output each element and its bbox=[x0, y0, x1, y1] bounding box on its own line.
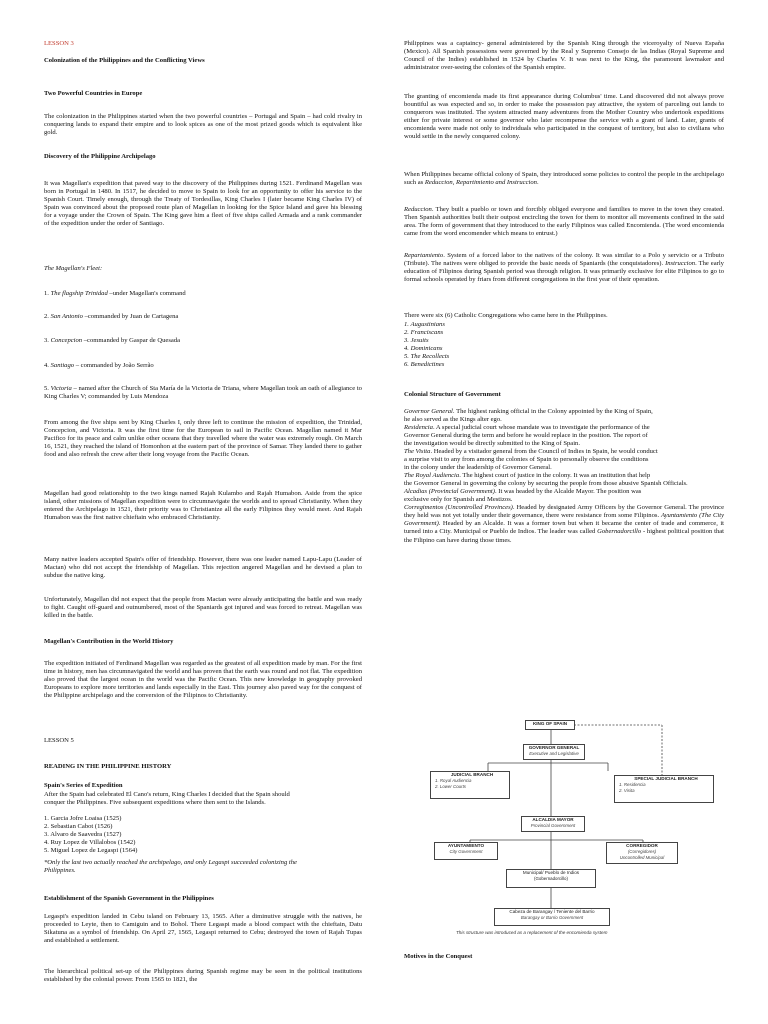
lesson-3-title: Colonization of the Philippines and the Conflicting Views bbox=[44, 57, 205, 64]
org-chart-caption: This structure was introduced as a replacement of the encomienda system bbox=[456, 930, 608, 935]
corregidor-box: CORREGIDOR (Corregidores) Uncontrolled Municipal bbox=[606, 842, 678, 864]
special-judicial-branch-box: SPECIAL JUDICIAL BRANCH 1. Residencia 2. Visita bbox=[614, 775, 714, 803]
alcaldia-mayor-box: ALCALDIA MAYOR Provincial Government bbox=[521, 816, 585, 832]
paragraph-legaspi: Legaspi's expedition landed in Cebu island on February 13, 1565. After a diminutive struggle with the natives, he proceeded to Leyte, then to Camiguin and to Bohol. There Legaspi made a blood compact with the chieftain, Datu Sikatuna as a symbol of friendship. On April 27, 1565, Legaspi returned to Cebu; destroyed the town of Rajah Tupas and established a settlement. bbox=[44, 913, 362, 945]
list-item: 4. Ruy Lopez de Villalobos (1542) bbox=[44, 839, 136, 847]
paragraph-fleet: From among the five ships sent by King Charles I, only three left to continue the mission of expedition, the Trinidad, Concepcion, and Victoria. It was the first time for the European to sail in Pacific Ocean. Magellan named it Mar Pacifico for its peace and calm unlike other oceans that they travelled where the water was extremely rough. On March 16, 1521, they reached the island of Homonhon at the eastern part of the province of Samar. They landed there to gather food and also refresh the crew after their long voyage from the Pacific Ocean. bbox=[44, 419, 362, 459]
fleet-item: 2. San Antonio –commanded by Juan de Cartagena bbox=[44, 313, 179, 320]
org-chart bbox=[428, 718, 718, 936]
series-intro: After the Spain had celebrated El Cano's return, King Charles I decided that the Spain should conquer the Philippines. Five subsequent expeditions where then sent to the Islands. bbox=[44, 791, 290, 807]
heading-series: Spain's Series of Expedition bbox=[44, 782, 123, 789]
paragraph-lapulapu: Many native leaders accepted Spain's offer of friendship. However, there was one leader named Lapu-Lapu (Leader of Mactan) who did not accept the friendship of Magellan. This rejection angered Magellan and he devised a plan to subdue the native king. bbox=[44, 556, 362, 580]
paragraph-discovery: It was Magellan's expedition that paved way to the discovery of the Philippines during 1521. Ferdinand Magellan was born in Portugal in 1480. In 1517, he decided to move to Spain to look for an opportunity to offer his service to the Spanish Court. Timely enough, through the Treaty of Tordesillas, King Charles I (later became King Charles IV) of Spain was convinced about the proposed route plan of Magellan in looking for the Spice Island and gave his blessing for a voyage under the Crown of Spain. The King gave him a fleet of five ships called Armada and a rank commander of the expedition under the order of Santiago. bbox=[44, 180, 362, 228]
cabeza-de-barangay-box: Cabeza de Barangay / Teniente del Barrio Barangay or Barrio Government bbox=[494, 908, 610, 926]
municipal-box: Municipal/ Pueblo de Indios (Gobernadorcillo) bbox=[506, 869, 596, 888]
paragraph-policies: When Philippines became official colony of Spain, they introduced some policies to control the people in the archipelago such as Reduccion, Repartimiento and Instruccion. bbox=[404, 171, 724, 187]
heading-motives: Motives in the Conquest bbox=[404, 953, 473, 960]
paragraph-reduccion: Reduccion. They built a pueblo or town and forcibly obliged everyone and families to move in the town they created. Then Spanish authorities built their outpost encircling the town for them to monitor all movements confined in the said area. The form of government that they introduced to the early Filipinos was called Encomienda. (The word encomienda came from the word encomender which means to entrust.) bbox=[404, 206, 724, 238]
heading-reading: READING IN THE PHILIPPINE HISTORY bbox=[44, 763, 172, 770]
paragraph-repartimiento: Repartamiento. System of a forced labor to the natives of the colony. It was similar to a Polo y servicio or a Tributo (Tribute). The natives were obliged to provide the basic needs of Spaniards (the conquistadores). Instruccion. The early education of Filipinos during Spanish period was through religion. It was primarily exclusive for elite Filipinos to go to formal schools operated by friars from different congregations in the first year of their operation. bbox=[404, 252, 724, 284]
fleet-item: 3. Concepcion –commanded by Gaspar de Quesada bbox=[44, 337, 181, 344]
heading-discovery: Discovery of the Philippine Archipelago bbox=[44, 153, 156, 160]
list-item: 1. Augustinians bbox=[404, 321, 445, 328]
list-item: 5. Miguel Lopez de Legaspi (1564) bbox=[44, 847, 138, 855]
paragraph-political-setup: The hierarchical political set-up of the Philippines during Spanish regime may be seen in the political institutions established by the colonial power. From 1565 to 1821, the bbox=[44, 968, 362, 984]
list-item: 3. Jesuits bbox=[404, 337, 429, 345]
heading-colonial-structure: Colonial Structure of Government bbox=[404, 391, 501, 398]
paragraph-powers: The colonization in the Philippines started when the two powerful countries – Portugal and Spain – had cold rivalry in conquering lands to expand their empire and to look spices as one of the most prized goods which is equivalent like gold. bbox=[44, 113, 362, 137]
paragraph-contribution: The expedition initiated of Ferdinand Magellan was regarded as the greatest of all expedition made by man. For the first time in history, men has circumnavigated the world and has proven that the earth was round and not flat. The expedition also proved that the largest ocean in the world was the Pacific Ocean. This new knowledge in geography provoked Europeans to explore more territories and lands especially in the East. This journey also paved way for the conquest of the Philippine archipelago and the conversion of the Filipinos to Christianity. bbox=[44, 660, 362, 700]
congregation-list bbox=[404, 321, 724, 369]
lesson-5-label: LESSON 5 bbox=[44, 737, 74, 744]
list-item: 5. The Recollects bbox=[404, 353, 450, 361]
structure-definitions: Governor General. The highest ranking official in the Colony appointed by the King of Spain, he also served as the Kings alter ego. Residencia. A special judicial court whose mandate was to investigate the performance of the Governor General during the term and before he would replace in the position. The report of the investigation would be directly submitted to the King of Spain. The Visita. Headed by a visitador general from the Council of Indies in Spain, he would conduct a surprise visit to any from among the colonies of Spain to personally observe the conditions in the colony under the leadership of Governor General. The Royal Audiencia. The highest court of justice in the colony. It was an institution that help the Governor General in governing the colony by securing the people from those abusive Spanish Officials. Alcadias (Provincial Government). It was headed by the Alcalde Mayor. The position was exclusive only for Spanish and Mestizos. Corregimentos (Uncontrolled Provinces). Headed by designated Army Officers by the Governor General. The province they held was not yet totally under their governance, there were resistance from some Filipinos. Ayuntamiento (The City Government). Headed by an Alcalde. It was a former town but when it became the center of trade and commerce, it turned into a City. Municipal or Pueblo de Indios. The leader was called Gobernadorcillo - highest political position that the Filipino can have during those times. bbox=[404, 408, 725, 544]
expedition-note: *Only the last two actually reached the archipelago, and only Legaspi succeeded colonizing the Philippines. bbox=[44, 859, 297, 875]
fleet-heading: The Magellan's Fleet: bbox=[44, 265, 103, 272]
lesson-3-label: LESSON 3 bbox=[44, 40, 74, 47]
heading-powers: Two Powerful Countries in Europe bbox=[44, 90, 143, 97]
king-of-spain-box: KING OF SPAIN bbox=[525, 720, 575, 730]
heading-establishment: Establishment of the Spanish Government in the Philippines bbox=[44, 895, 214, 902]
judicial-branch-box: JUDICIAL BRANCH 1. Royal Audiencia 2. Lower Courts bbox=[430, 771, 510, 799]
fleet-item: 5. Victoria – named after the Church of Sta María de la Victoria de Triana, where Magellan took an oath of allegiance to King Charles V; commanded by Luis Mendoza bbox=[44, 385, 362, 401]
list-item: 3. Alvaro de Saavedra (1527) bbox=[44, 831, 122, 839]
paragraph-encomienda: The granting of encomienda made its first appearance during Columbus' time. Land discovered did not always prove bountiful as was expected and so, in order to make the possession pay attractive, the system of parceling out lands to conquerors was instituted. The system attracted many adventures from the Mother Country who undertook expeditions either for private interest or some governor who later recompense the service with a grant of land. Later, grants of encomienda were made not only to individuals who participated in the conquest of territory, but also to civilians who would settle in the newly conquered colony. bbox=[404, 93, 724, 141]
congregations-intro: There were six (6) Catholic Congregations who came here in the Philippines. bbox=[404, 312, 608, 319]
list-item: 6. Benedictines bbox=[404, 361, 445, 369]
list-item: 2. Franciscans bbox=[404, 329, 444, 337]
fleet-item: 4. Santiago – commanded by João Serrão bbox=[44, 362, 154, 369]
fleet-item: 1. The flagship Trinidad –under Magellan's command bbox=[44, 290, 186, 297]
expedition-list bbox=[44, 815, 362, 855]
ayuntamiento-box: AYUNTAMIENTO City Government bbox=[434, 842, 498, 860]
paragraph-magellan-death: Unfortunately, Magellan did not expect that the people from Mactan were already anticipating the battle and was ready to fight. Caught off-guard and outnumbered, most of the Spaniards got injured and was forced to retreat. Magellan was killed in the battle. bbox=[44, 596, 362, 620]
list-item: 2. Sebastian Cabot (1526) bbox=[44, 823, 113, 831]
paragraph-rajah: Magellan had good relationship to the two kings named Rajah Kulambo and Rajah Humabon. Aside from the spice island, other missions of Magellan expedition were to circumnavigate the worlds and to spread Christianity. When they entered the Archipelago in 1521, their priority was to Christianize all the early Filipinos they would meet. And Rajah Humabon was the first native chieftain who embraced Christianity. bbox=[44, 490, 362, 522]
governor-general-box: GOVERNOR GENERAL Executive and Legislative bbox=[523, 744, 585, 760]
heading-contribution: Magellan's Contribution in the World History bbox=[44, 638, 174, 645]
paragraph-captaincy: Philippines was a captaincy- general administered by the Spanish King through the viceroyalty of Nueva España (Mexico). All Spanish possessions were governed by the Real y Supremo Consejo de las Indias (Royal Supreme and Council of the Indies) established in 1524 by Charles V. It was next to the King, the paramount lawmaker and administrator over-seeing the colonies of the Spanish empire. bbox=[404, 40, 724, 72]
list-item: 1. Garcia Jofre Loaisa (1525) bbox=[44, 815, 122, 822]
list-item: 4. Dominicans bbox=[404, 345, 443, 353]
